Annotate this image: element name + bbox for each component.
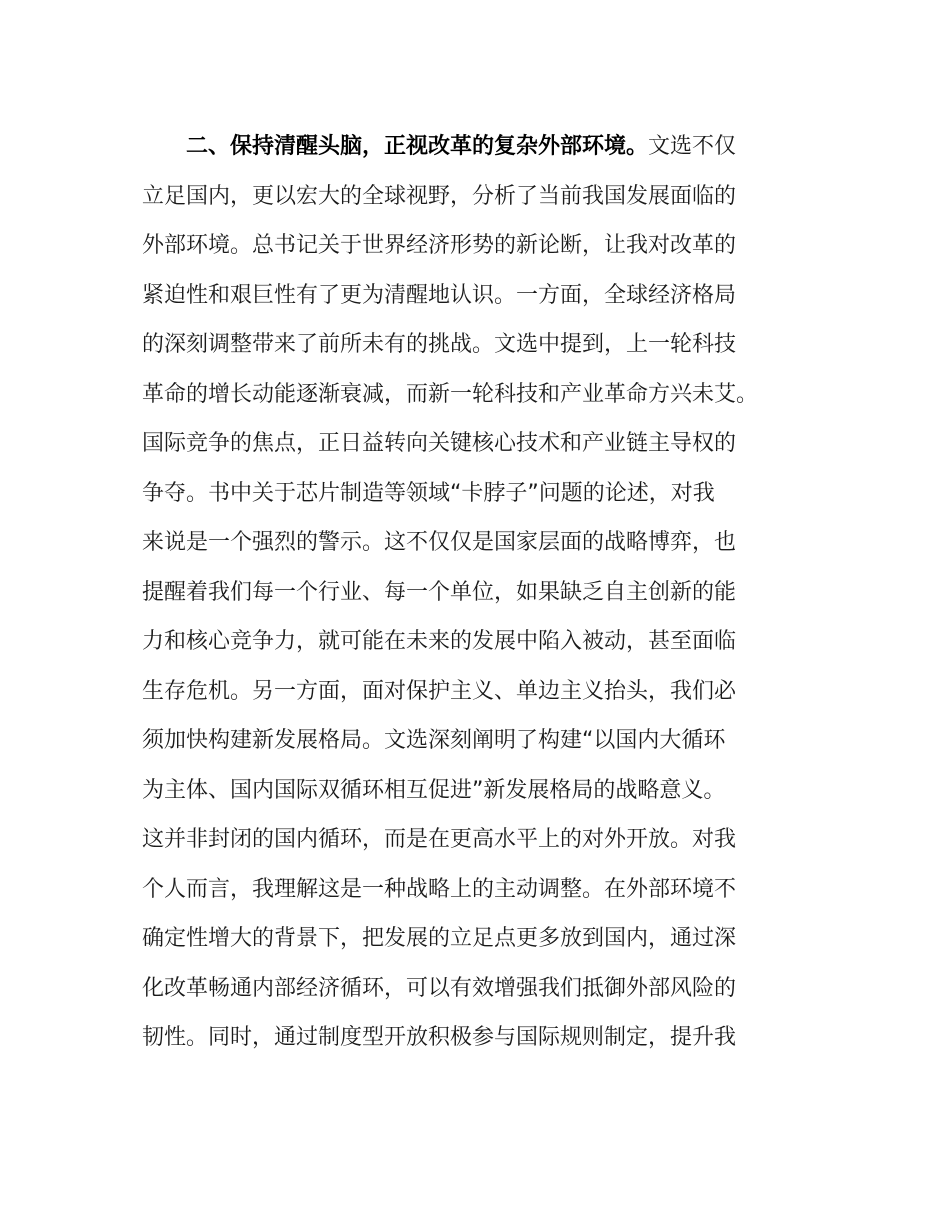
body-text-line: 须加快构建新发展格局。文选深刻阐明了构建“以国内大循环	[142, 728, 726, 753]
body-text: 文选不仅	[648, 134, 737, 159]
body-text-line: 这并非封闭的国内循环，而是在更高水平上的对外开放。对我	[142, 827, 737, 852]
body-text-line: 力和核心竞争力，就可能在未来的发展中陷入被动，甚至面临	[142, 629, 737, 654]
paragraph-lines	[142, 172, 818, 1063]
body-text-line: 为主体、国内国际双循环相互促进”新发展格局的战略意义。	[142, 777, 726, 803]
body-text-line: 的深刻调整带来了前所未有的挑战。文选中提到，上一轮科技	[142, 332, 737, 357]
body-text-line: 提醒着我们每一个行业、每一个单位，如果缺乏自主创新的能	[142, 579, 737, 605]
body-text-line: 争夺。书中关于芯片制造等领域“卡脖子”问题的论述，对我	[142, 480, 715, 506]
body-text-line: 立足国内，更以宏大的全球视野，分析了当前我国发展面临的	[142, 183, 737, 209]
body-text-line: 个人而言，我理解这是一种战略上的主动调整。在外部环境不	[142, 876, 737, 902]
section-heading: 二、保持清醒头脑，正视改革的复杂外部环境。	[186, 134, 649, 159]
body-text-line: 革命的增长动能逐渐衰减，而新一轮科技和产业革命方兴未艾。	[142, 381, 759, 407]
body-text-line: 韧性。同时，通过制度型开放积极参与国际规则制定，提升我	[142, 1025, 737, 1050]
body-text-line: 化改革畅通内部经济循环，可以有效增强我们抵御外部风险的	[142, 975, 737, 1001]
document-body	[142, 122, 818, 1063]
body-text-line: 生存危机。另一方面，面对保护主义、单边主义抬头，我们必	[142, 678, 737, 704]
body-text-line: 来说是一个强烈的警示。这不仅仅是国家层面的战略博弈，也	[142, 530, 737, 555]
body-text-line: 确定性增大的背景下，把发展的立足点更多放到国内，通过深	[142, 926, 737, 951]
paragraph-first-line	[142, 122, 818, 172]
body-text-line: 外部环境。总书记关于世界经济形势的新论断，让我对改革的	[142, 233, 737, 258]
body-text-line: 紧迫性和艰巨性有了更为清醒地认识。一方面，全球经济格局	[142, 282, 737, 308]
body-text-line: 国际竞争的焦点，正日益转向关键核心技术和产业链主导权的	[142, 431, 737, 456]
